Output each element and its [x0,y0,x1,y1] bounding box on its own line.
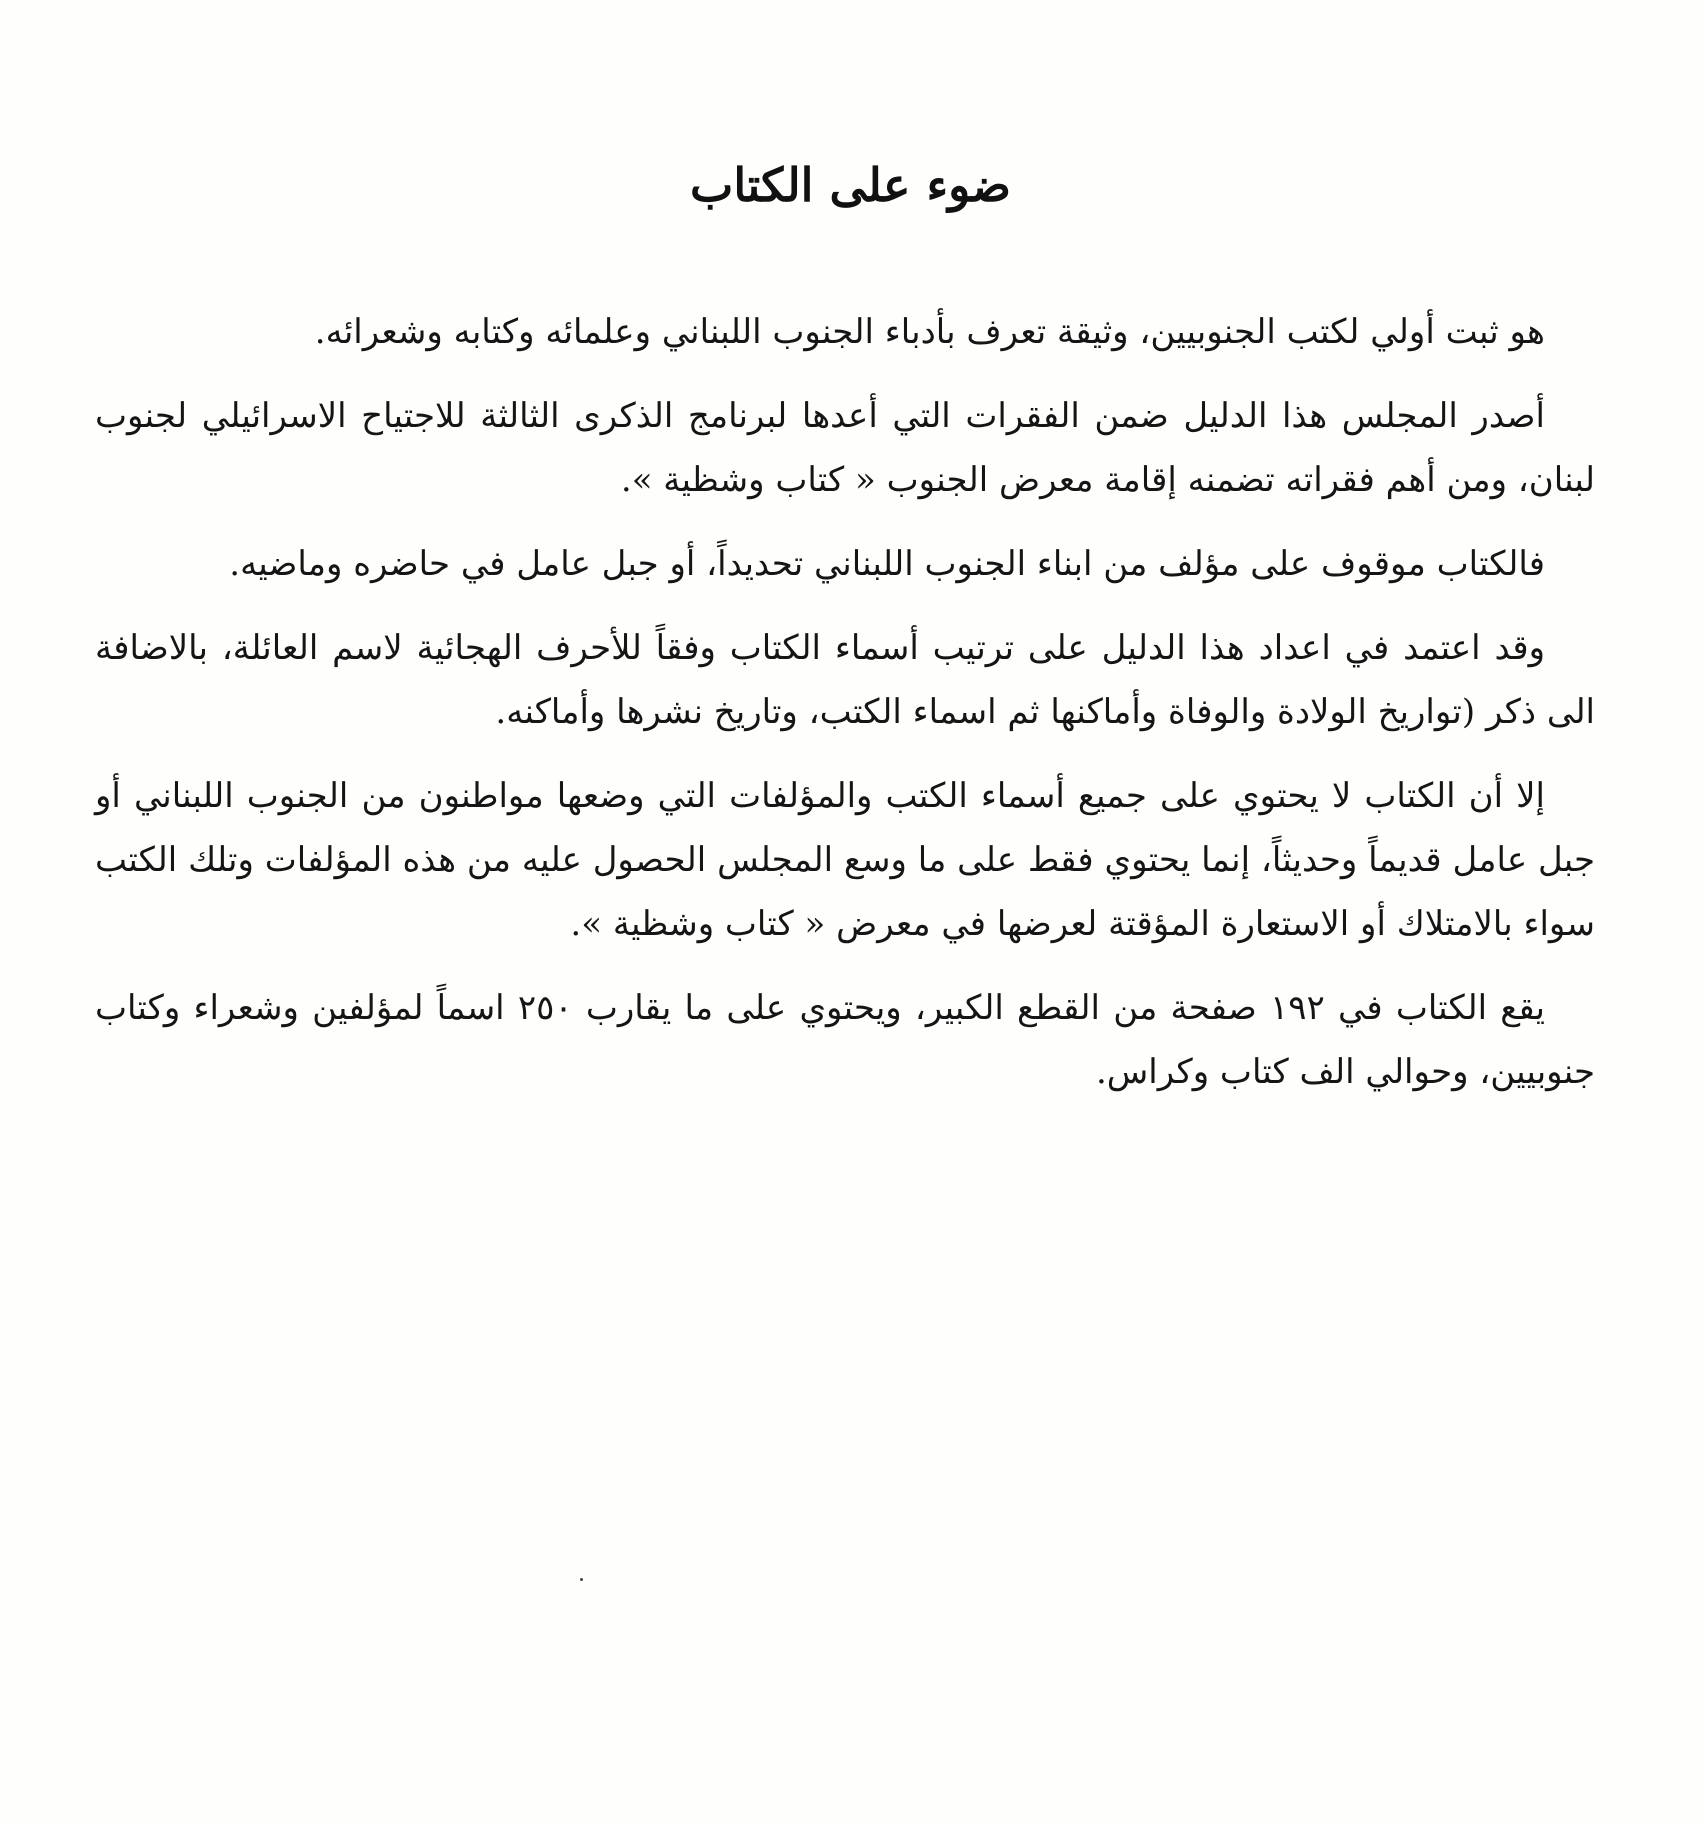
page-title: ضوء على الكتاب [690,158,1011,212]
document-body [95,300,1595,1124]
paragraph-publication: أصدر المجلس هذا الدليل ضمن الفقرات التي أعدها لبرنامج الذكرى الثالثة للاجتياح الاسرائيلي لجنوب لبنان، ومن أهم فقراته تضمنه إقامة معرض الجنوب « كتاب وشظية ». [95,396,1595,500]
paragraph-size: يقع الكتاب في ١٩٢ صفحة من القطع الكبير، ويحتوي على ما يقارب ٢٥٠ اسماً لمؤلفين وشعراء وكتاب جنوبيين، وحوالي الف كتاب وكراس. [95,988,1595,1092]
paragraph-scope: فالكتاب موقوف على مؤلف من ابناء الجنوب اللبناني تحديداً، أو جبل عامل في حاضره وماضيه. [229,544,1545,584]
paragraph-method: وقد اعتمد في اعداد هذا الدليل على ترتيب أسماء الكتاب وفقاً للأحرف الهجائية لاسم العائلة، بالاضافة الى ذكر (تواريخ الولادة والوفاة وأماكنها ثم اسماء الكتب، وتاريخ نشرها وأماكنه. [95,628,1595,732]
scan-speck [580,1578,583,1581]
paragraph-intro: هو ثبت أولي لكتب الجنوبيين، وثيقة تعرف بأدباء الجنوب اللبناني وعلمائه وكتابه وشعرائه. [314,312,1545,352]
paragraph-limitations: إلا أن الكتاب لا يحتوي على جميع أسماء الكتب والمؤلفات التي وضعها مواطنون من الجنوب اللبناني أو جبل عامل قديماً وحديثاً، إنما يحتوي فقط على ما وسع المجلس الحصول عليه من هذه المؤلفات وتلك الكتب سواء بالامتلاك أو الاستعارة المؤقتة لعرضها في معرض « كتاب وشظية ». [95,776,1595,944]
